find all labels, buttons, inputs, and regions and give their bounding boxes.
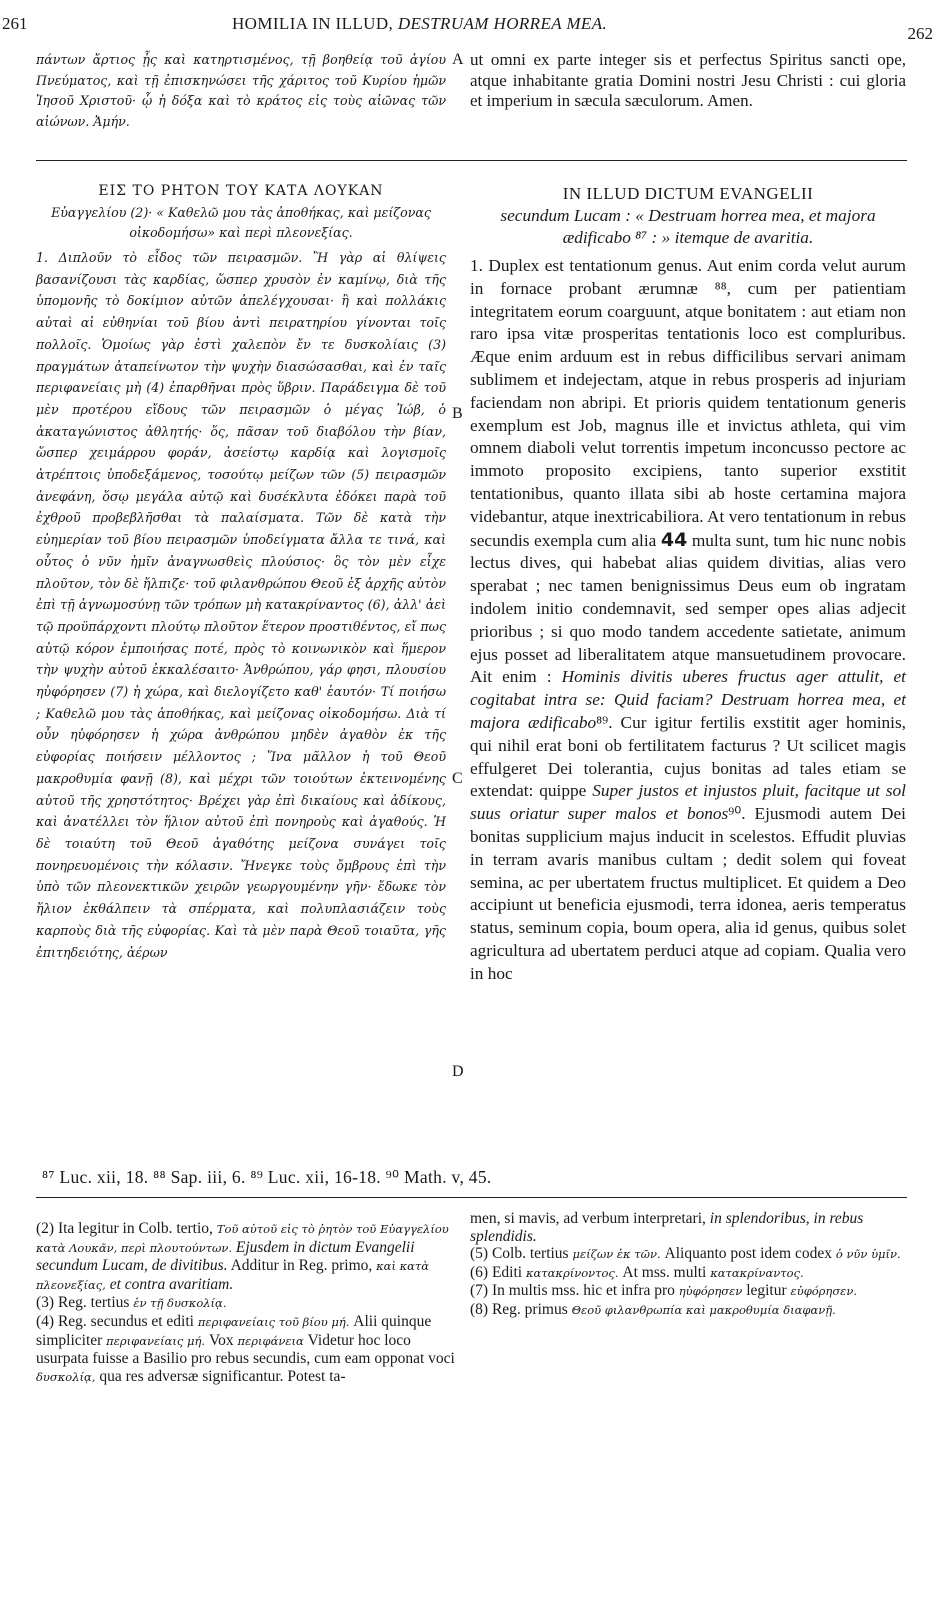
section-divider	[36, 160, 907, 161]
fn5-text-2: Aliquanto post idem codex	[664, 1245, 832, 1263]
greek-body-text: 1. Διπλοῦν τὸ εἶδος τῶν πειρασμῶν. Ἢ γὰρ αἱ θλίψεις βασανίζουσι τὰς καρδίας, ὥσπερ χρυσὸν ἐν καμίνῳ, διὰ τῆς ὑπομονῆς τὸ δοκίμιον αὐτῶν ἀπελέγχουσαι· ἢ καὶ πολλάκις αὐταὶ αἱ εὐθηνίαι τοῦ βίου ἀντὶ πειρατηρίου γίνονται τοῖς πολλοῖς. Ὁμοίως γὰρ ἐστὶ χαλεπὸν ἔν τε δυσκολίαις (3) πραγμάτων ἀταπείνωτον τὴν ψυχὴν διασώσασθαι, καὶ ἐν ταῖς περιφανείαις μὴ (4) ἐπαρθῆναι πρὸς ὕβριν. Παράδειγμα δὲ τοῦ μὲν προτέρου εἴδους τῶν πειρασμῶν ὁ μέγας Ἰώβ, ὁ ἀκαταγώνιστος ἀθλητής· ὅς, πᾶσαν τοῦ διαβόλου τὴν βίαν, ὥσπερ χειμάρρου φοράν, ἀσείστῳ καρδίᾳ καὶ λογισμοῖς ἀτρέπτοις ὑποδεξάμενος, τοσούτῳ μείζων τῶν (5) πειρασμῶν ἀνεφάνη, ὅσῳ μεγάλα αὐτῷ καὶ δυσέκλυτα ἐδόκει παρὰ τοῦ ἐχθροῦ προβεβλῆσθαι τὰ παλαίσματα. Τῶν δὲ κατὰ τὴν εὐημερίαν τοῦ βίου πειρασμῶν ὑποδείγματα ἄλλα τε τινά, καὶ οὗτος ὁ νῦν ἡμῖν ἀναγνωσθεὶς πλούσιος· ὃς τὸν μὲν εἶχε πλοῦτον, τὸν δὲ ἤλπιζε· τοῦ φιλανθρώπου Θεοῦ ἐξ ἀρχῆς αὐτὸν ἐπὶ τῇ ἀγνωμοσύνῃ τῶν τρόπων μὴ κατακρίναντος (6), ἀλλ' ἀεὶ τῷ προϋπάρχοντι πλούτῳ πλοῦτον ἕτερον προστιθέντος, εἴ πως αὐτῷ κόρον ἐμποιήσας ποτέ, πρὸς τὸ κοινωνικὸν καὶ ἥμερον τὴν ψυχὴν αὐτοῦ ἐκκαλέσαιτο· Ἀνθρώπου, γάρ φησι, πλουσίου ηὐφόρησεν (7) ἡ χώρα, καὶ διελογίζετο καθ' ἑαυτόν· Τί ποιήσω ; Καθελῶ μου τὰς ἀποθήκας, καὶ μείζονας οἰκοδομήσω. Διὰ τί οὖν ηὐφόρησεν ἡ χώρα ἀνθρώπου μηδὲν ἀγαθὸν ἐκ τῆς εὐφορίας ποιήσειν μέλλοντος ; Ἵνα μᾶλλον ἡ τοῦ Θεοῦ μακροθυμία φανῇ (8), καὶ μέχρι τῶν τοιούτων ἐκτεινομένης αὐτοῦ τῆς χρηστότητος· Βρέχει γὰρ ἐπὶ δικαίους καὶ ἀδίκους, καὶ ἀνατέλλει τὸν ἥλιον αὐτοῦ ἐπὶ πονηροὺς καὶ ἀγαθούς. Ἡ δὲ τοιαύτη τοῦ Θεοῦ ἀγαθότης μείζονα συνάγει τοῖς πονηρευομένοις τὴν κόλασιν. Ἤνεγκε τοὺς ὄμβρους ἐπὶ τὴν ὑπὸ τῶν πλεονεκτικῶν χειρῶν γεωργουμένην γῆν· ἔδωκε τὸν ἥλιον ἐκθάλπειν τὰ σπέρματα, καὶ πολυπλασιάζειν τοὺς καρποὺς διὰ τῆς εὐφορίας. Καὶ τὰ μὲν παρὰ Θεοῦ τοιαῦτα, γῆς ἐπιτηδειότης, ἀέρων	[36, 250, 446, 960]
footnotes-left	[36, 1220, 456, 1386]
fn7-greek-1: ηὐφόρησεν	[678, 1284, 743, 1299]
fn7-text-2: legitur	[746, 1282, 787, 1300]
fn4-cont-text: men, si mavis, ad verbum interpretari,	[470, 1210, 706, 1227]
footnote-2	[36, 1220, 456, 1294]
footnote-3	[36, 1294, 456, 1313]
running-title	[232, 14, 607, 34]
fn5-greek-2: ὁ νῦν ὑμῖν.	[835, 1247, 901, 1262]
greek-top-paragraph: πάντων ἄρτιος ᾖς καὶ κατηρτισμένος, τῇ βοηθείᾳ τοῦ ἁγίου Πνεύματος, καὶ τῇ ἐπισκηνώσει τῆς χάριτος τοῦ Κυρίου ἡμῶν Ἰησοῦ Χριστοῦ· ᾧ ἡ δόξα καὶ τὸ κράτος εἰς τοὺς αἰῶνας τῶν αἰώνων. Ἀμήν.	[36, 52, 446, 129]
latin-section-subheading: secundum Lucam : « Destruam horrea mea, et majora ædificabo ⁸⁷ : » itemque de avaritia.	[500, 206, 876, 247]
fn4-text-4: Videtur hoc loco usurpata fuisse a Basilio pro rebus secundis, cum eam opponat voci	[36, 1331, 455, 1368]
footnote-divider	[36, 1197, 907, 1198]
running-title-italic: DESTRUAM HORREA MEA.	[397, 14, 608, 33]
scripture-quote-matthew: Super justos et injustos pluit, facitque ut sol suus oriatur super malos et bonos	[470, 781, 906, 824]
footnote-6	[470, 1264, 906, 1283]
fn2-latin-addition: et contra avaritiam.	[109, 1275, 234, 1293]
margin-marker-c: C	[452, 770, 463, 787]
fn3-text: (3) Reg. tertius	[36, 1294, 130, 1312]
fn2-addition: Additur in Reg. primo,	[230, 1257, 373, 1275]
margin-marker-b: B	[452, 405, 463, 422]
fn2-greek-addition: καὶ κατὰ πλεονεξίας,	[36, 1259, 430, 1292]
ref-89: ⁸⁹	[596, 712, 609, 732]
scripture-quote-luke: Hominis divitis uberes fructus ager attulit, et cogitabat intra se: Quid faciam? Destruam horrea mea, et majora ædificabo	[470, 667, 906, 732]
margin-marker-a: A	[452, 51, 464, 68]
fn2-greek: Τοῦ αὐτοῦ εἰς τὸ ῥητὸν τοῦ Εὐαγγελίου κατὰ Λουκᾶν, περὶ πλουτούντων.	[36, 1222, 449, 1255]
ref-90: ⁹⁰	[728, 804, 742, 824]
fn6-greek-1: κατακρίνοντος.	[525, 1265, 619, 1280]
fn8-greek: Θεοῦ φιλανθρωπία καὶ μακροθυμία διαφανῇ.	[571, 1302, 836, 1317]
running-title-main: HOMILIA IN ILLUD,	[232, 14, 394, 33]
fn6-greek-2: κατακρίναντος.	[710, 1265, 804, 1280]
latin-body-part-2: multa sunt, tum hic nunc nobis lectus dives, qui habebat alias quidem divitias, alias vero sperabat ; nec tamen benignissimus Deus eum ob ingratam indolem initio condemnavit, sed semper opes alias adjecit prioribus ; si quo modo tandem accedente satietate, animum ejus posset ad liberalitatem atque mansuetudinem provocare. Ait enim :	[470, 530, 906, 687]
fn7-text: (7) In multis mss. hic et infra pro	[470, 1282, 675, 1300]
fn4-text-5: qua res adversæ significantur. Potest ta-	[99, 1367, 346, 1385]
column-number-marker: 44	[660, 528, 688, 551]
fn4-greek-3: περιφάνεια	[237, 1333, 304, 1348]
page-number-left: 261	[2, 14, 28, 33]
greek-section-heading: ΕΙΣ ΤΟ ΡΗΤΟΝ ΤΟΥ ΚΑΤΑ ΛΟΥΚΑΝ	[98, 183, 384, 199]
running-header	[0, 10, 939, 43]
margin-marker-d: D	[452, 1063, 464, 1080]
page-number-right: 262	[907, 24, 933, 43]
latin-body-part-4: . Ejusmodi autem Dei bonitas supplicium majus inducit in scelestos. Effudit pluvias in terram avaris manibus cultam ; dedit solem qui foveat semina, ac per ubertatem fructus multiplicet. Et quidem a Deo accipiunt ut beneficia ejusmodi, terra idonea, aeris temperatus status, seminum copia, boum opera, alia id genus, quibus solet agricultura ad ubertatem perduci atque ad copiam. Qualia vero in hoc	[470, 804, 906, 983]
fn2-text: (2) Ita legitur in Colb. tertio,	[36, 1220, 213, 1237]
latin-body-part-1: 1. Duplex est tentationum genus. Aut enim corda velut aurum in fornace probant ærumnæ ⁸⁸, cum per patientiam integritatem eorum coarguunt, atque bonitatem : aut etiam non raro ipsa vitæ prosperitas tentationis loco est compluribus. Æque enim arduum est in rebus difficilibus servari animam sublimem et indejectam, atque in rebus prosperis ad injuriam faciendam non abripi. Et prioris quidem tentationum generis exemplum est Job, magnus ille et invictus athleta, qui vim omnem diaboli velut torrentis impetum inconcusso pectore ac immoto proposito excipiens, tanto superior exstitit tentationibus, quanto illata sibi ab hoste certamina majora videbantur, atque inextricabiliora. At vero tentationum in rebus secundis exempla cum alia	[470, 256, 906, 550]
footnote-4-continued	[470, 1210, 906, 1245]
footnote-4	[36, 1313, 456, 1386]
fn2-latin-title: Ejusdem in dictum Evangelii secundum Lucam, de divitibus.	[36, 1238, 415, 1275]
fn5-greek-1: μείζων ἐκ τῶν.	[572, 1247, 661, 1262]
footnote-8	[470, 1301, 906, 1320]
fn4-greek-4: δυσκολίᾳ,	[36, 1369, 96, 1384]
fn6-text: (6) Editi	[470, 1263, 523, 1281]
fn8-text: (8) Reg. primus	[470, 1300, 568, 1318]
scripture-references: ⁸⁷ Luc. xii, 18. ⁸⁸ Sap. iii, 6. ⁸⁹ Luc. xii, 16-18. ⁹⁰ Math. v, 45.	[42, 1167, 492, 1187]
latin-top-paragraph: ut omni ex parte integer sis et perfectus Spiritus sancti ope, atque inhabitante gratia Domini nostri Jesu Christi : cui gloria et imperium in sæcula sæculorum. Amen.	[470, 50, 906, 110]
fn4-greek-2: περιφανείαις μή.	[106, 1333, 206, 1348]
fn4-text-2: Alii quinque simpliciter	[36, 1312, 432, 1349]
footnote-5	[470, 1245, 906, 1264]
latin-body-text	[470, 255, 906, 986]
fn5-text: (5) Colb. tertius	[470, 1245, 569, 1263]
latin-column	[470, 183, 906, 986]
latin-section-heading: IN ILLUD DICTUM EVANGELII	[562, 184, 814, 203]
fn4-cont-italic: in splendoribus, in rebus splendidis.	[470, 1210, 864, 1245]
footnote-7	[470, 1282, 906, 1301]
fn4-text: (4) Reg. secundus et editi	[36, 1312, 194, 1330]
fn4-text-3: Vox	[208, 1331, 234, 1349]
fn7-greek-2: εὐφόρησεν.	[790, 1284, 857, 1299]
fn4-greek-1: περιφανείαις τοῦ βίου μή.	[197, 1314, 350, 1329]
fn6-text-2: At mss. multi	[622, 1263, 707, 1281]
latin-body-part-3: . Cur igitur fertilis exstitit ager hominis, qui nihil erat boni ob fertilitatem facturus ? Ut scilicet magis effulgeret Dei tolerantia, cujus bonitas ad tales etiam se extendat: quippe	[470, 712, 906, 801]
footnotes-right	[470, 1210, 906, 1320]
fn3-greek: ἐν τῇ δυσκολίᾳ.	[133, 1296, 227, 1311]
greek-section-subheading: Εὐαγγελίου (2)· « Καθελῶ μου τὰς ἀποθήκας, καὶ μείζονας οἰκοδομήσω» καὶ περὶ πλεονεξίας.	[51, 205, 431, 240]
greek-column	[36, 183, 446, 963]
